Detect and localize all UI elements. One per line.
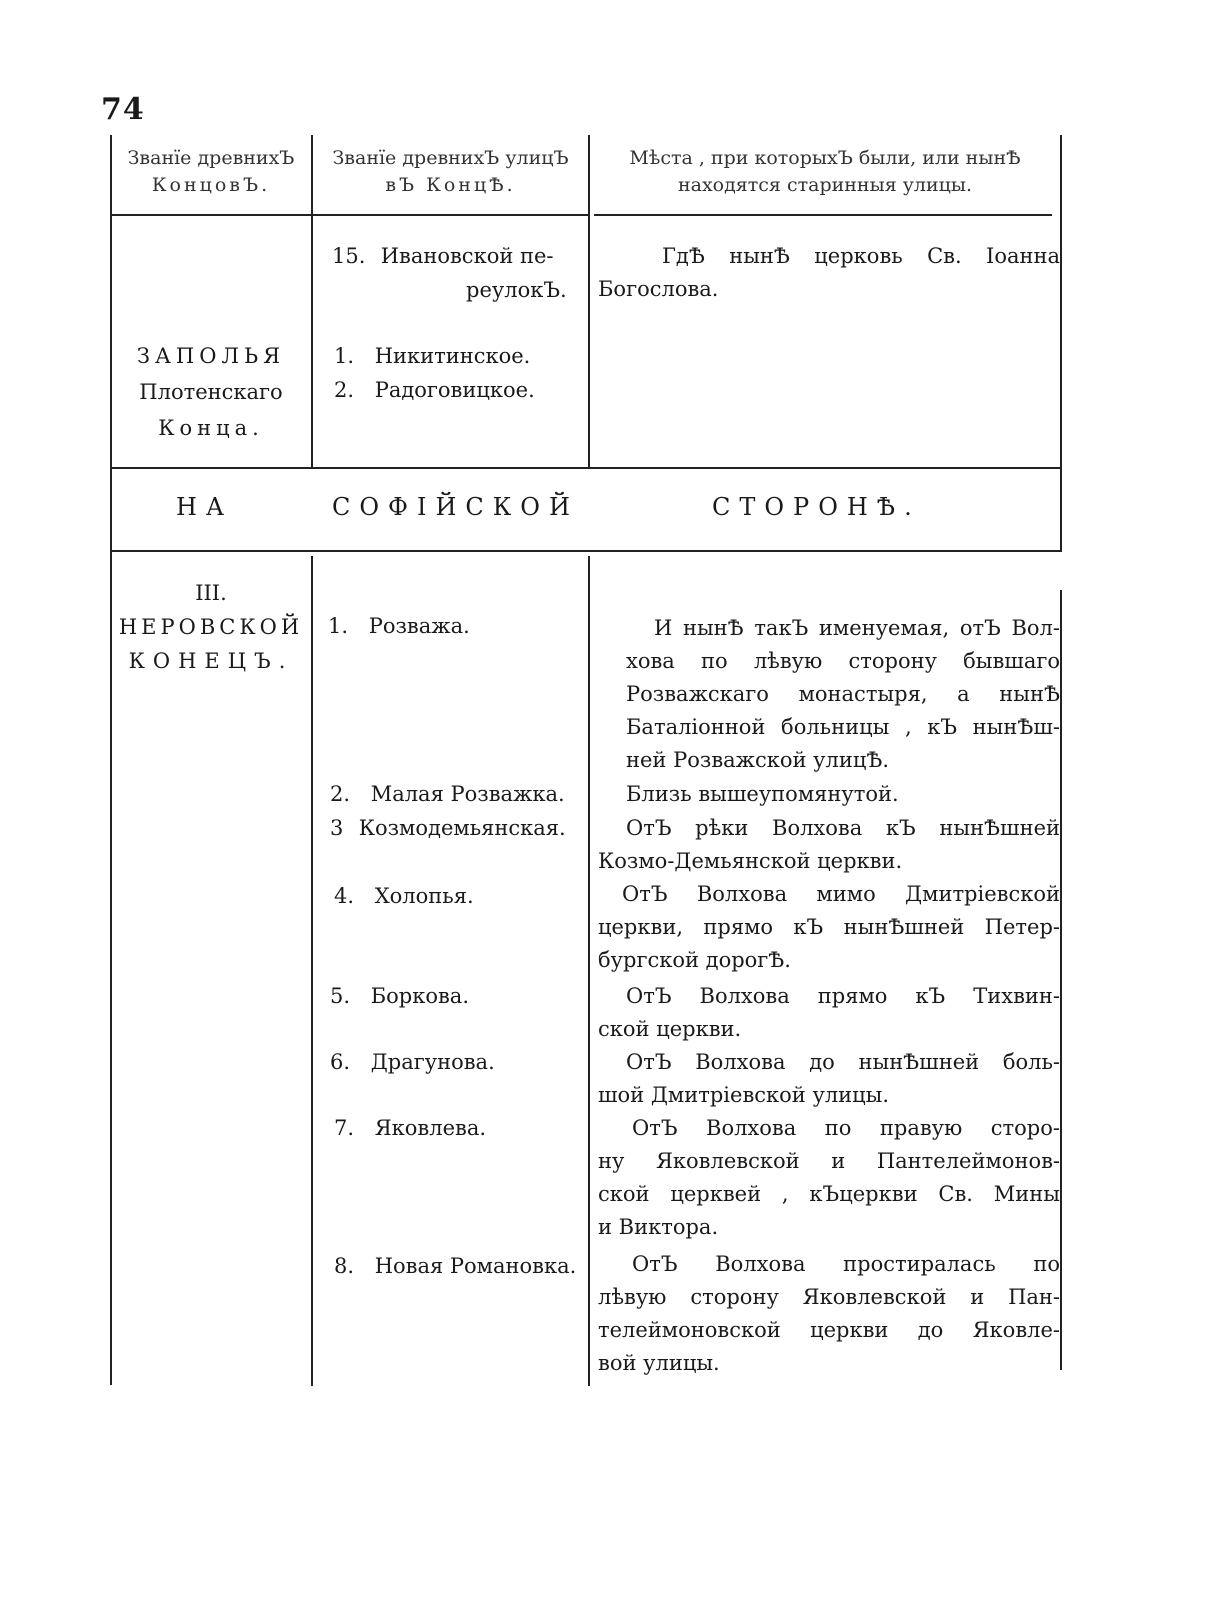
- header-col3: [592, 145, 1058, 199]
- table-right-border-bottom: [1060, 590, 1062, 1370]
- street-row: [334, 1250, 576, 1283]
- place-line: ской церкви.: [598, 1017, 742, 1041]
- street-name: Малая Розважка.: [370, 782, 565, 806]
- place-description: [598, 1112, 1060, 1244]
- place-description: [598, 878, 1060, 977]
- header-col2: [313, 145, 588, 199]
- header-rule-col1-2: [110, 214, 590, 216]
- street-15-continuation: [466, 274, 567, 307]
- end-name-line1: III.: [195, 581, 227, 605]
- place-line: бургской дорогѢ.: [598, 948, 791, 972]
- place-line: И нынѢ такЪ именуемая, отЪ Вол-: [654, 616, 1060, 640]
- header-rule-col3: [594, 214, 1052, 216]
- street-row: [330, 778, 565, 811]
- street-number: 2.: [330, 782, 351, 806]
- place-line: ОтЪ Волхова прямо кЪ Тихвин-: [626, 984, 1060, 1008]
- column-divider-2-bottom: [588, 556, 590, 1386]
- place-description: [598, 612, 1060, 777]
- place-line: ГдѢ нынѢ церковь Св. Іоанна: [662, 244, 1060, 268]
- header-col3-line2: находятся старинныя улицы.: [677, 174, 973, 196]
- street-number: 5.: [330, 984, 351, 1008]
- street-15: [332, 240, 554, 273]
- section-word-3: СТОРОНѢ.: [712, 493, 921, 521]
- place-street-15: [598, 240, 1060, 306]
- place-line: Козмо-Демьянской церкви.: [598, 849, 903, 873]
- end-name-line2: Плотенскаго: [139, 380, 283, 404]
- header-col1-line2: КонцовЪ.: [151, 174, 271, 196]
- street-row: [330, 980, 469, 1013]
- place-line: Баталіонной больницы , кЪ нынѢш-: [626, 715, 1060, 739]
- end-name-line1: ЗАПОЛЬЯ: [136, 344, 286, 368]
- place-description: [598, 1248, 1060, 1380]
- place-description: [598, 778, 1060, 811]
- header-col3-line1: Мѣста , при которыхЪ были, или нынѢ: [629, 147, 1021, 169]
- street-number: 1.: [328, 614, 349, 638]
- place-line: ОтЪ Волхова по правую сторо-: [632, 1116, 1060, 1140]
- place-line: ОтЪ Волхова простиралась по: [632, 1252, 1060, 1276]
- place-line: ну Яковлевской и Пантелеймонов-: [598, 1149, 1060, 1173]
- street-name: Боркова.: [370, 984, 469, 1008]
- column-divider-1-bottom: [311, 556, 313, 1386]
- column-divider-2-top: [588, 135, 590, 467]
- place-line: ОтЪ Волхова до нынѢшней боль-: [626, 1050, 1060, 1074]
- place-line: Богослова.: [598, 277, 719, 301]
- place-line: ской церквей , кЪцеркви Св. Мины: [598, 1182, 1060, 1206]
- place-line: лѣвую сторону Яковлевской и Пан-: [598, 1285, 1060, 1309]
- street-row: [334, 880, 474, 913]
- place-line: ОтЪ Волхова мимо Дмитріевской: [622, 882, 1060, 906]
- table-left-border: [110, 135, 112, 1385]
- street-number: 1.: [334, 344, 355, 368]
- street-name: Ивановской пе-: [380, 244, 554, 268]
- place-line: ОтЪ рѣки Волхова кЪ нынѢшней: [626, 816, 1060, 840]
- place-description: [598, 980, 1060, 1046]
- street-number: 2.: [334, 378, 355, 402]
- street-name: Никитинское.: [374, 344, 531, 368]
- place-line: ней Розважской улицѢ.: [626, 748, 890, 772]
- street-number: 7.: [334, 1116, 355, 1140]
- section-rule-bottom: [110, 550, 1062, 552]
- street-number: 4.: [334, 884, 355, 908]
- place-line: телеймоновской церкви до Яковле-: [598, 1318, 1060, 1342]
- header-col2-line1: Званїе древнихЪ улицЪ: [332, 147, 569, 169]
- header-col1-line1: Званїе древнихЪ: [127, 147, 295, 169]
- street-row: [334, 1112, 486, 1145]
- end-name-line3: Конца.: [158, 416, 264, 440]
- street-number: 8.: [334, 1254, 355, 1278]
- street-row: [328, 610, 470, 643]
- street-name: Яковлева.: [374, 1116, 487, 1140]
- table-right-border: [1060, 135, 1062, 550]
- street-nikitinskoe: [334, 340, 530, 373]
- place-line: Близь вышеупомянутой.: [626, 782, 899, 806]
- street-row: [330, 1046, 495, 1079]
- street-name: Козмодемьянская.: [358, 816, 566, 840]
- street-number: 6.: [330, 1050, 351, 1074]
- street-row: [330, 812, 566, 845]
- end-name-line3: КОНЕЦЪ.: [128, 649, 294, 673]
- street-radogovitskoe: [334, 374, 535, 407]
- street-name: Новая Романовка.: [374, 1254, 577, 1278]
- place-line: Розважскаго монастыря, а нынѢ: [626, 682, 1060, 706]
- street-number: 15.: [332, 244, 366, 268]
- street-name: Холопья.: [374, 884, 474, 908]
- section-word-2: СОФІЙСКОЙ: [332, 493, 579, 521]
- street-number: 3: [330, 816, 344, 840]
- place-line: церкви, прямо кЪ нынѢшней Петер-: [598, 915, 1060, 939]
- end-zapolya: [112, 338, 310, 446]
- header-col2-line2: вЪ КонцѢ.: [385, 174, 516, 196]
- place-description: [598, 1046, 1060, 1112]
- place-line: и Виктора.: [598, 1215, 719, 1239]
- section-word-1: НА: [176, 493, 234, 521]
- place-line: хова по лѣвую сторону бывшаго: [626, 649, 1060, 673]
- place-description: [598, 812, 1060, 878]
- page-number: 74: [101, 92, 145, 127]
- place-line: вой улицы.: [598, 1351, 720, 1375]
- street-name-line2: реулокЪ.: [466, 278, 567, 302]
- street-name: Драгунова.: [370, 1050, 495, 1074]
- end-name-line2: НЕРОВСКОЙ: [118, 615, 304, 639]
- section-rule-top: [110, 467, 1062, 469]
- place-line: шой Дмитріевской улицы.: [598, 1083, 890, 1107]
- street-name: Радоговицкое.: [374, 378, 535, 402]
- street-name: Розважа.: [368, 614, 470, 638]
- end-nerovsky: [112, 576, 310, 678]
- header-col1: [112, 145, 310, 199]
